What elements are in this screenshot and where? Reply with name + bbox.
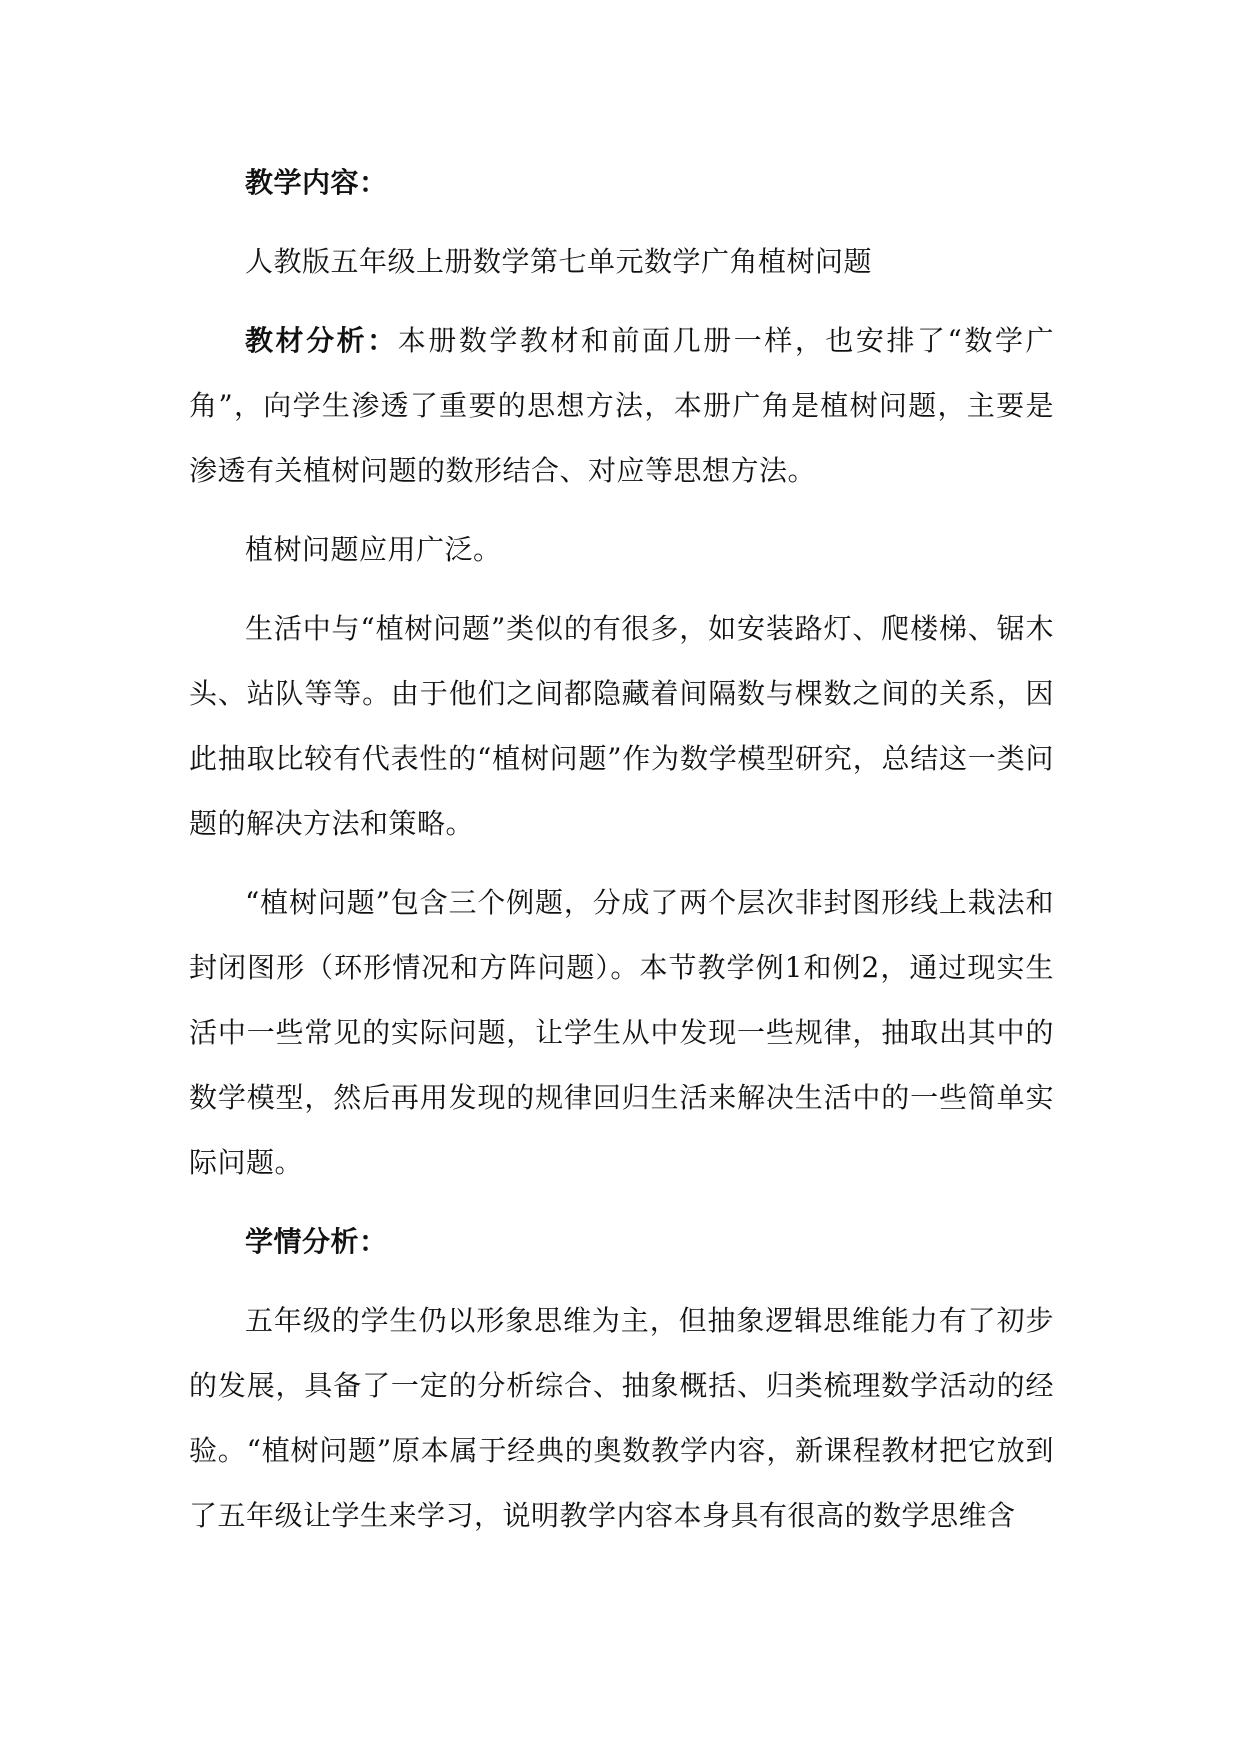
material-analysis-text: 本册数学教材和前面几册一样，也安排了“数学广角”，向学生渗透了重要的思想方法，本册广角是植树问题，主要是渗透有关植树问题的数形结合、对应等思想方法。 [189, 324, 1054, 487]
material-analysis-paragraph-4: “植树问题”包含三个例题，分成了两个层次非封图形线上栽法和封闭图形（环形情况和方阵问题）。本节教学例1和例2，通过现实生活中一些常见的实际问题，让学生从中发现一些规律，抽取出其中的数学模型，然后再用发现的规律回归生活来解决生活中的一些简单实际问题。 [189, 886, 1054, 1179]
material-analysis-paragraph [189, 308, 1054, 503]
material-analysis-label: 教材分析： [245, 324, 398, 357]
document-body [189, 150, 1054, 1562]
teaching-content-text: 人教版五年级上册数学第七单元数学广角植树问题 [245, 245, 873, 278]
student-analysis-heading: 学情分析： [245, 1225, 388, 1258]
material-analysis-paragraph-3: 生活中与“植树问题”类似的有很多，如安装路灯、爬楼梯、锯木头、站队等等。由于他们之间都隐藏着间隔数与棵数之间的关系，因此抽取比较有代表性的“植树问题”作为数学模型研究，总结这一类问题的解决方法和策略。 [189, 612, 1054, 840]
material-analysis-paragraph-2: 植树问题应用广泛。 [245, 533, 502, 566]
student-analysis-paragraph: 五年级的学生仍以形象思维为主，但抽象逻辑思维能力有了初步的发展，具备了一定的分析综合、抽象概括、归类梳理数学活动的经验。“植树问题”原本属于经典的奥数教学内容，新课程教材把它放到了五年级让学生来学习，说明教学内容本身具有很高的数学思维含 [189, 1304, 1054, 1532]
teaching-content-heading: 教学内容： [245, 166, 388, 199]
